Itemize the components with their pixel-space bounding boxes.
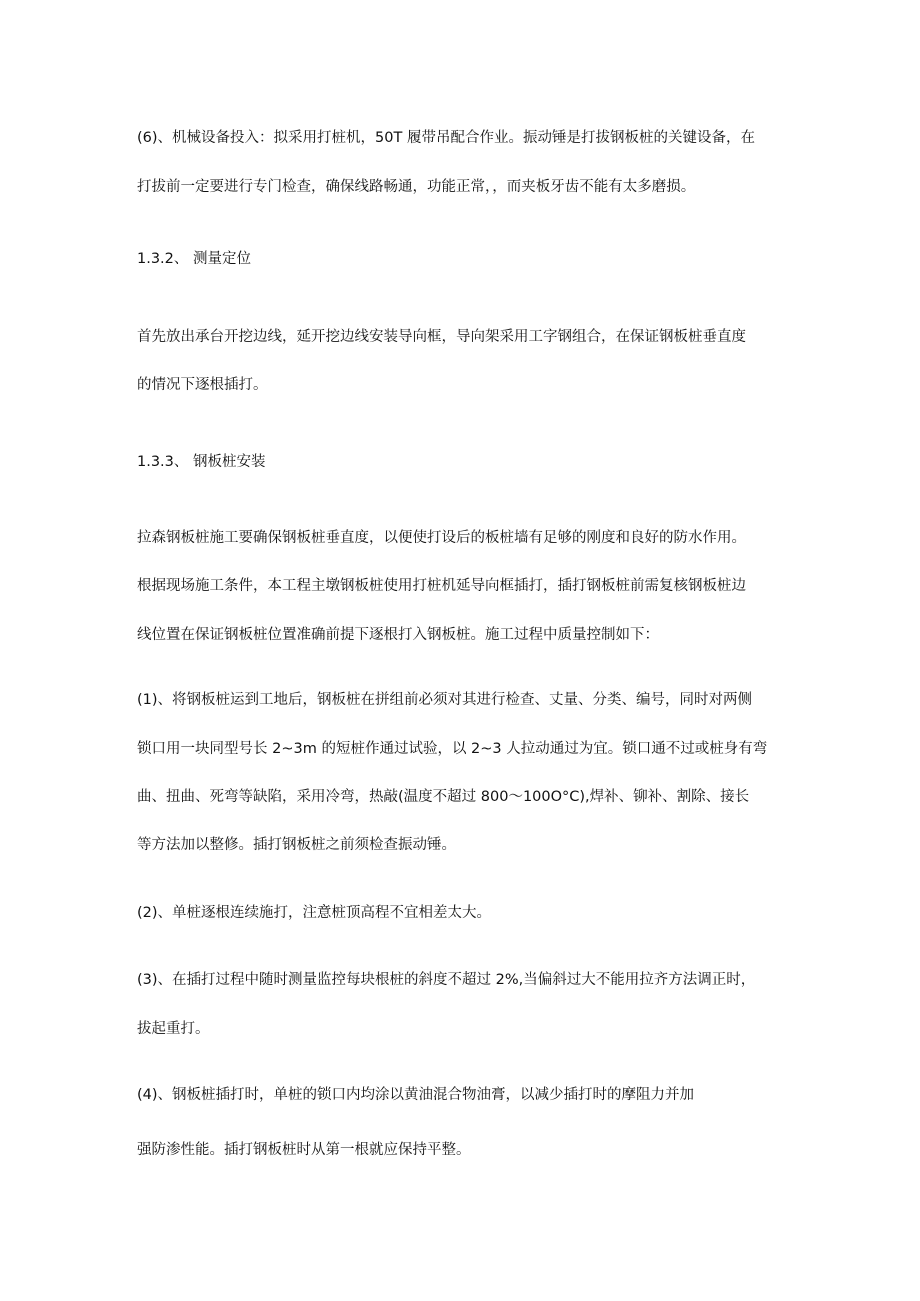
item-1-line-1: (1)、将钢板桩运到工地后，钢板桩在拼组前必须对其进行检查、丈量、分类、编号，同时对两侧: [137, 692, 753, 708]
item-4-line-2: 强防渗性能。插打钢板桩时从第一根就应保持平整。: [137, 1142, 471, 1158]
survey-paragraph-line-1: 首先放出承台开挖边线，延开挖边线安装导向框，导向架采用工字钢组合，在保证钢板桩垂直度: [137, 329, 746, 345]
section-heading-1-3-3: 1.3.3、 钢板桩安装: [137, 454, 266, 470]
item-1-line-3: 曲、扭曲、死弯等缺陷，采用冷弯，热敲(温度不超过 800～100O°C),焊补、铆补、割除、接长: [137, 789, 750, 805]
item-1-line-4: 等方法加以整修。插打钢板桩之前须检查振动锤。: [137, 837, 456, 853]
install-paragraph-line-1: 拉森钢板桩施工要确保钢板桩垂直度，以便使打设后的板桩墙有足够的刚度和良好的防水作用。: [137, 530, 746, 546]
item-2-line-1: (2)、单桩逐根连续施打，注意桩顶高程不宜相差太大。: [137, 905, 492, 921]
survey-paragraph-line-2: 的情况下逐根插打。: [137, 377, 268, 393]
install-paragraph-line-2: 根据现场施工条件，本工程主墩钢板桩使用打桩机延导向框插打，插打钢板桩前需复核钢板桩边: [137, 578, 746, 594]
paragraph-6-line-2: 打拔前一定要进行专门检查，确保线路畅通，功能正常，，而夹板牙齿不能有太多磨损。: [137, 179, 696, 195]
section-heading-1-3-2: 1.3.2、 测量定位: [137, 251, 252, 267]
install-paragraph-line-3: 线位置在保证钢板桩位置准确前提下逐根打入钢板桩。施工过程中质量控制如下：: [137, 627, 659, 643]
paragraph-6-line-1: (6)、机械设备投入：拟采用打桩机，50T 履带吊配合作业。振动锤是打拔钢板桩的关键设备，在: [137, 130, 755, 146]
item-3-line-2: 拔起重打。: [137, 1021, 210, 1037]
item-4-line-1: (4)、钢板桩插打时，单桩的锁口内均涂以黄油混合物油膏，以减少插打时的摩阻力并加: [137, 1087, 695, 1103]
item-1-line-2: 锁口用一块同型号长 2~3m 的短桩作通过试验，以 2~3 人拉动通过为宜。锁口通不过或桩身有弯: [137, 741, 768, 757]
item-3-line-1: (3)、在插打过程中随时测量监控每块根桩的斜度不超过 2%,当偏斜过大不能用拉齐方法调正时，: [137, 972, 756, 988]
